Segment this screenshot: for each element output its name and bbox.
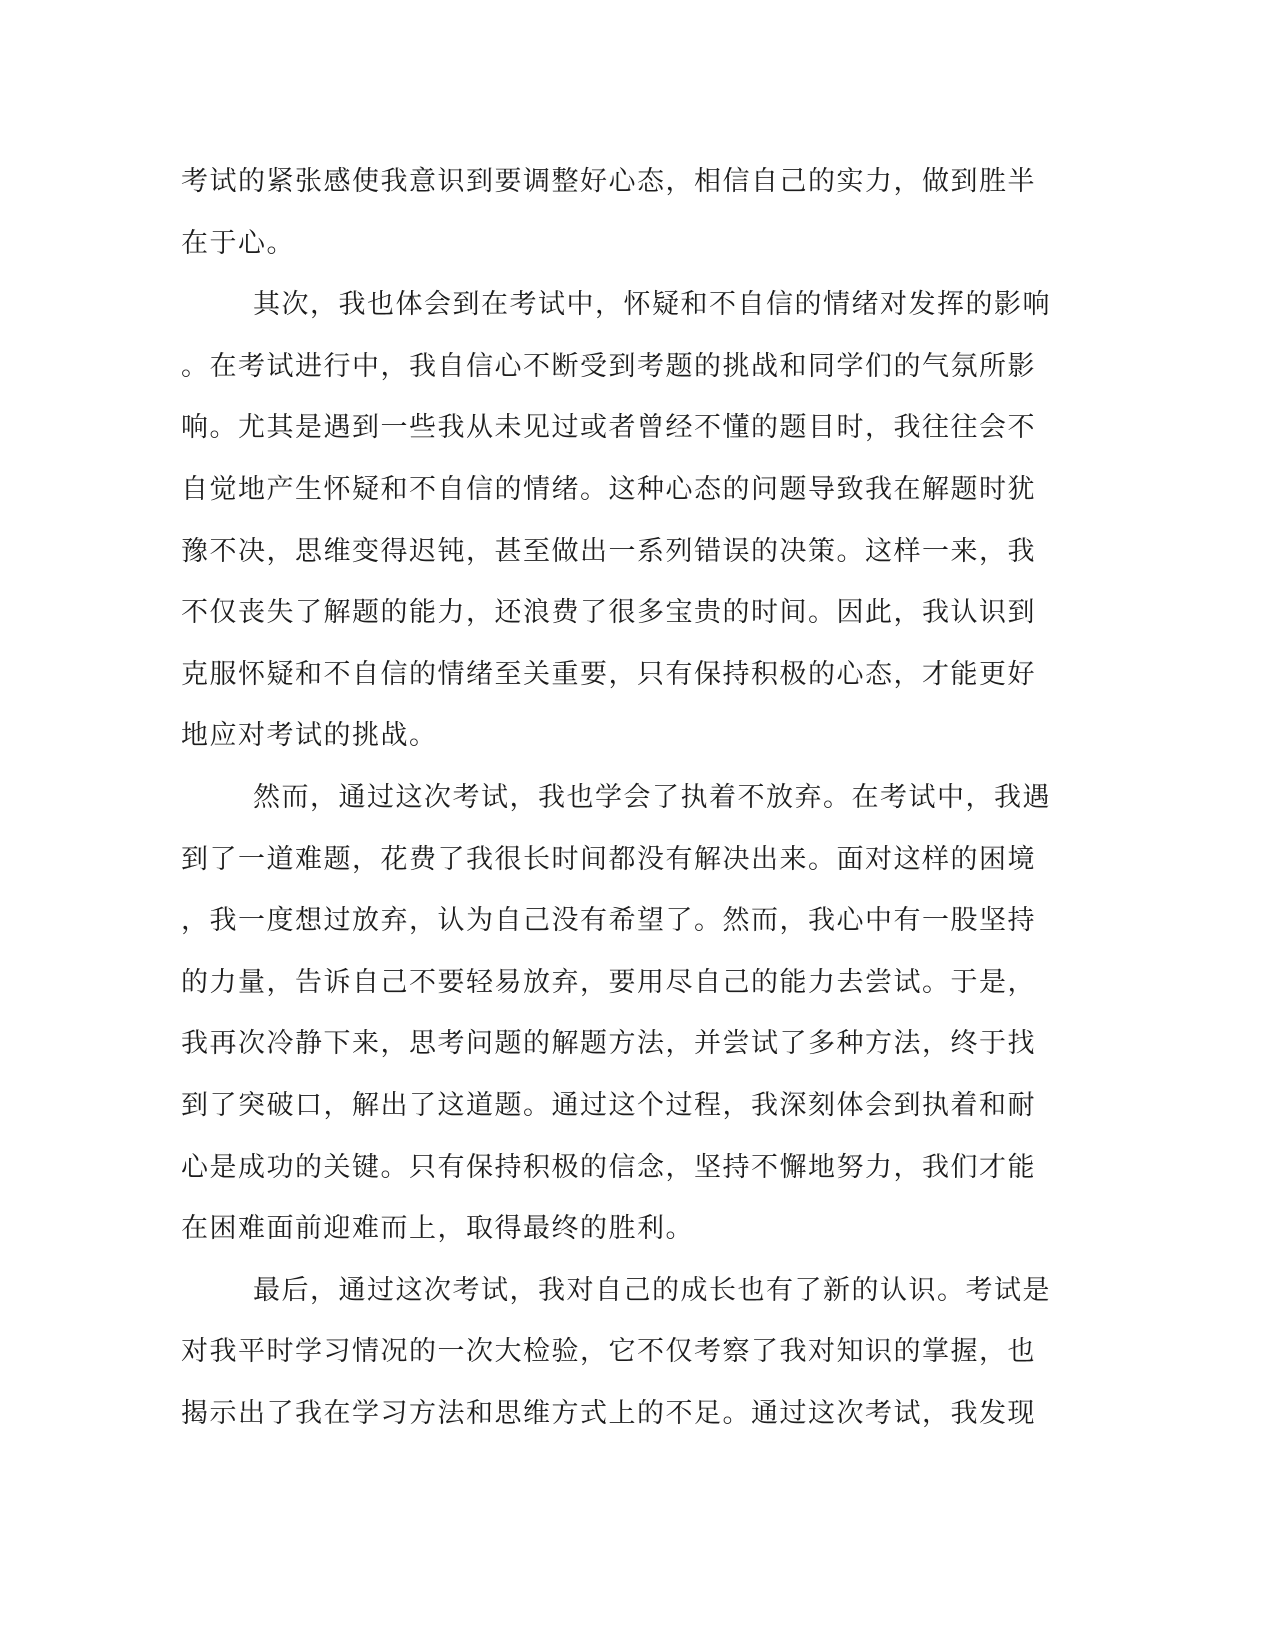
text-line: 地应对考试的挑战。 (181, 720, 438, 752)
text-line: 响。尤其是遇到一些我从未见过或者曾经不懂的题目时，我往往会不 (181, 412, 1036, 444)
text-line: 克服怀疑和不自信的情绪至关重要，只有保持积极的心态，才能更好 (181, 658, 1036, 690)
paragraph-start-line: 其次，我也体会到在考试中，怀疑和不自信的情绪对发挥的影响 (253, 289, 1051, 321)
text-line: 对我平时学习情况的一次大检验，它不仅考察了我对知识的掌握，也 (181, 1336, 1036, 1368)
text-line: ，我一度想过放弃，认为自己没有希望了。然而，我心中有一股坚持 (181, 905, 1036, 937)
text-line: 。在考试进行中，我自信心不断受到考题的挑战和同学们的气氛所影 (181, 350, 1036, 382)
text-line: 在于心。 (181, 227, 295, 259)
text-line: 豫不决，思维变得迟钝，甚至做出一系列错误的决策。这样一来，我 (181, 535, 1036, 567)
text-line: 揭示出了我在学习方法和思维方式上的不足。通过这次考试，我发现 (181, 1397, 1036, 1429)
paragraph-start-line: 最后，通过这次考试，我对自己的成长也有了新的认识。考试是 (253, 1274, 1051, 1306)
text-line: 我再次冷静下来，思考问题的解题方法，并尝试了多种方法，终于找 (181, 1028, 1036, 1060)
paragraph-start-line: 然而，通过这次考试，我也学会了执着不放弃。在考试中，我遇 (253, 781, 1051, 813)
text-line: 心是成功的关键。只有保持积极的信念，坚持不懈地努力，我们才能 (181, 1151, 1036, 1183)
text-line: 不仅丧失了解题的能力，还浪费了很多宝贵的时间。因此，我认识到 (181, 597, 1036, 629)
text-line: 在困难面前迎难而上，取得最终的胜利。 (181, 1213, 694, 1245)
text-line: 考试的紧张感使我意识到要调整好心态，相信自己的实力，做到胜半 (181, 166, 1036, 197)
text-line: 到了一道难题，花费了我很长时间都没有解决出来。面对这样的困境 (181, 843, 1036, 875)
text-line: 自觉地产生怀疑和不自信的情绪。这种心态的问题导致我在解题时犹 (181, 473, 1036, 505)
text-line: 的力量，告诉自己不要轻易放弃，要用尽自己的能力去尝试。于是， (181, 966, 1036, 998)
body-text (181, 151, 1051, 1444)
text-line: 到了突破口，解出了这道题。通过这个过程，我深刻体会到执着和耐 (181, 1089, 1036, 1121)
